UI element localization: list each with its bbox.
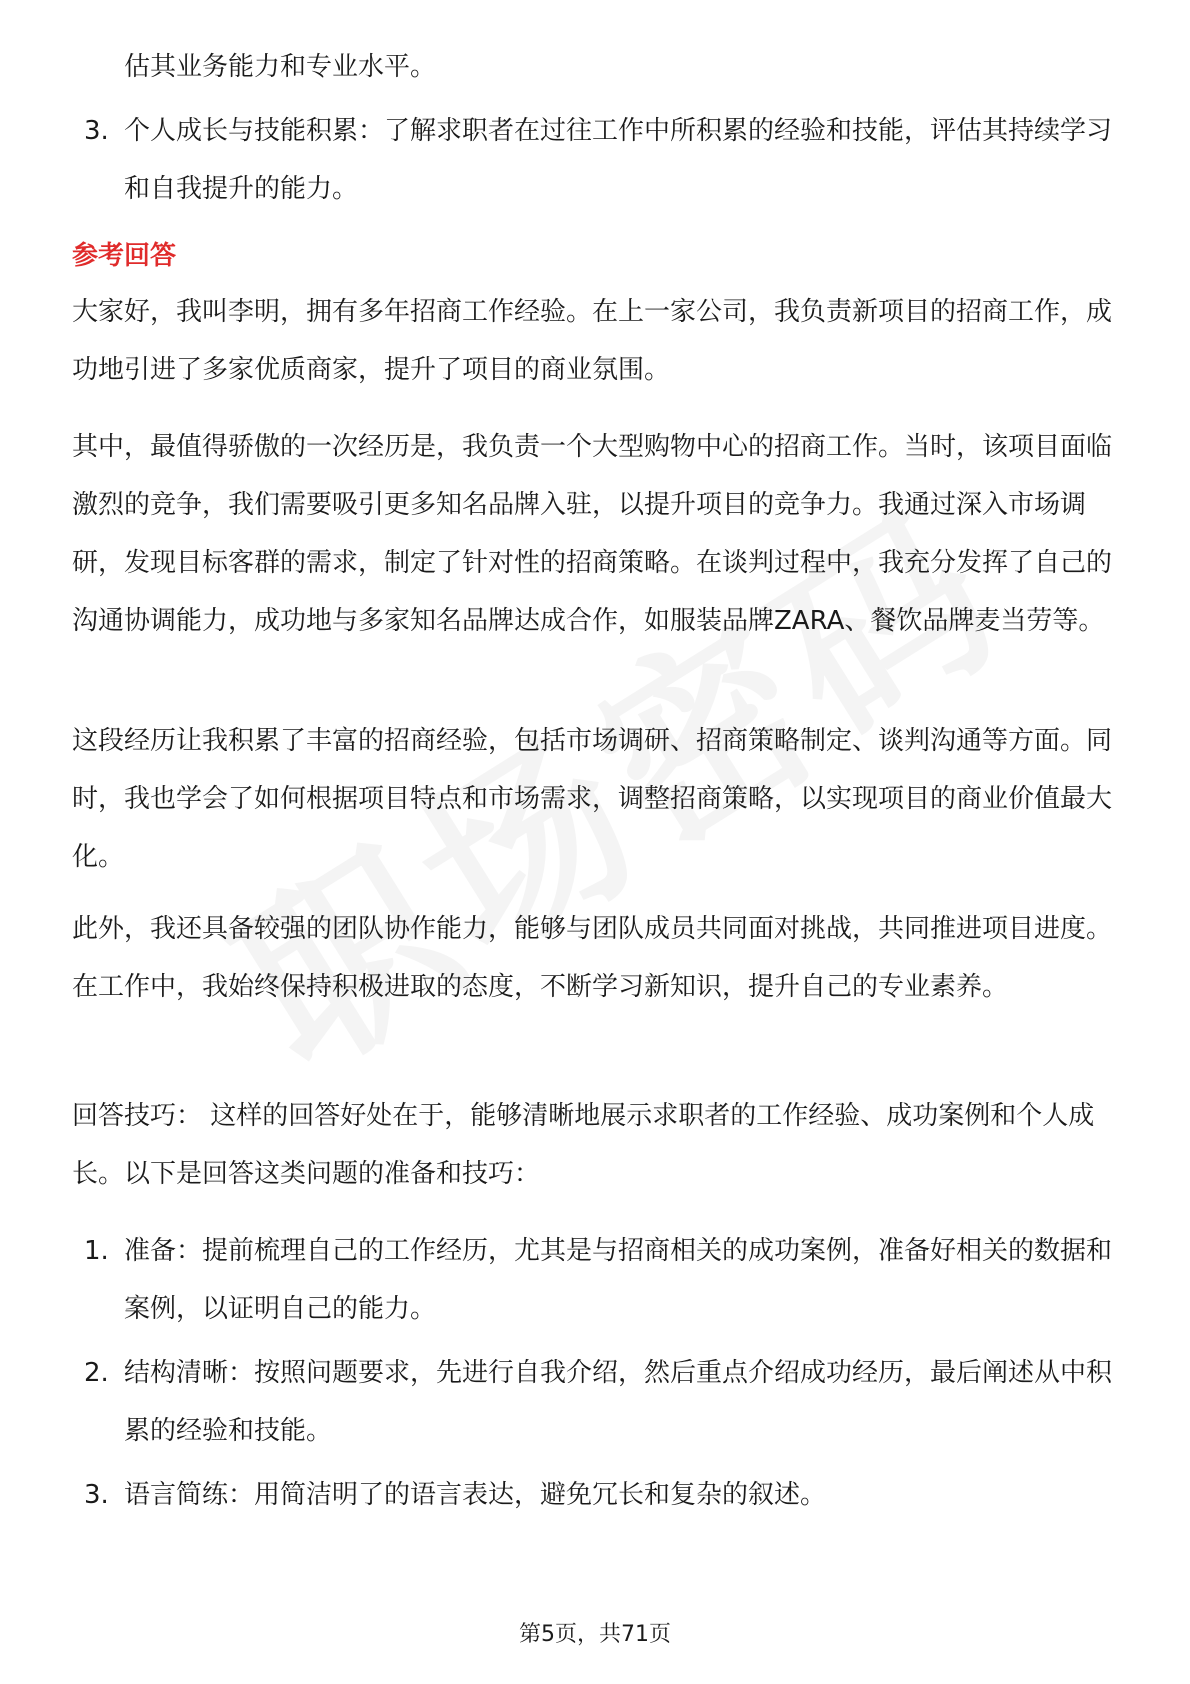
paragraph-tips-intro: 回答技巧： 这样的回答好处在于，能够清晰地展示求职者的工作经验、成功案例和个人成长。以下是回答这类问题的准备和技巧： [72,1101,1095,1189]
paragraph-intro: 大家好，我叫李明，拥有多年招商工作经验。在上一家公司，我负责新项目的招商工作，成功地引进了多家优质商家，提升了项目的商业氛围。 [72,297,1113,385]
list-item-text: 个人成长与技能积累：了解求职者在过往工作中所积累的经验和技能，评估其持续学习和自我提升的能力。 [124,116,1113,204]
list-item-text: 估其业务能力和专业水平。 [124,52,437,82]
paragraph-learning: 这段经历让我积累了丰富的招商经验，包括市场调研、招商策略制定、谈判沟通等方面。同时，我也学会了如何根据项目特点和市场需求，调整招商策略，以实现项目的商业价值最大化。 [72,726,1113,872]
tip-item-1 [72,1222,1132,1338]
list-number: 1. [84,1236,109,1266]
list-item-text: 准备：提前梳理自己的工作经历，尤其是与招商相关的成功案例，准备好相关的数据和案例，以证明自己的能力。 [124,1236,1113,1324]
tip-item-3 [72,1466,1132,1524]
list-item-text: 语言简练：用简洁明了的语言表达，避免冗长和复杂的叙述。 [124,1480,827,1510]
list-number: 3. [84,1480,109,1510]
page-footer: 第5页，共71页 [519,1622,671,1647]
paragraph-experience: 其中，最值得骄傲的一次经历是，我负责一个大型购物中心的招商工作。当时，该项目面临激烈的竞争，我们需要吸引更多知名品牌入驻，以提升项目的竞争力。我通过深入市场调研，发现目标客群的需求，制定了针对性的招商策略。在谈判过程中，我充分发挥了自己的沟通协调能力，成功地与多家知名品牌达成合作，如服装品牌ZARA、餐饮品牌麦当劳等。 [72,432,1113,636]
section-title: 参考回答 [72,241,177,271]
list-item-text: 结构清晰：按照问题要求，先进行自我介绍，然后重点介绍成功经历，最后阐述从中积累的经验和技能。 [124,1358,1113,1446]
tips-list [72,1222,1132,1524]
list-item-3 [72,102,1132,218]
prev-list [72,38,1132,218]
paragraph-teamwork: 此外，我还具备较强的团队协作能力，能够与团队成员共同面对挑战，共同推进项目进度。在工作中，我始终保持积极进取的态度，不断学习新知识，提升自己的专业素养。 [72,914,1113,1002]
list-item-continuation [72,38,1132,96]
tip-item-2 [72,1344,1132,1460]
list-number: 2. [84,1358,109,1388]
list-number: 3. [84,116,109,146]
